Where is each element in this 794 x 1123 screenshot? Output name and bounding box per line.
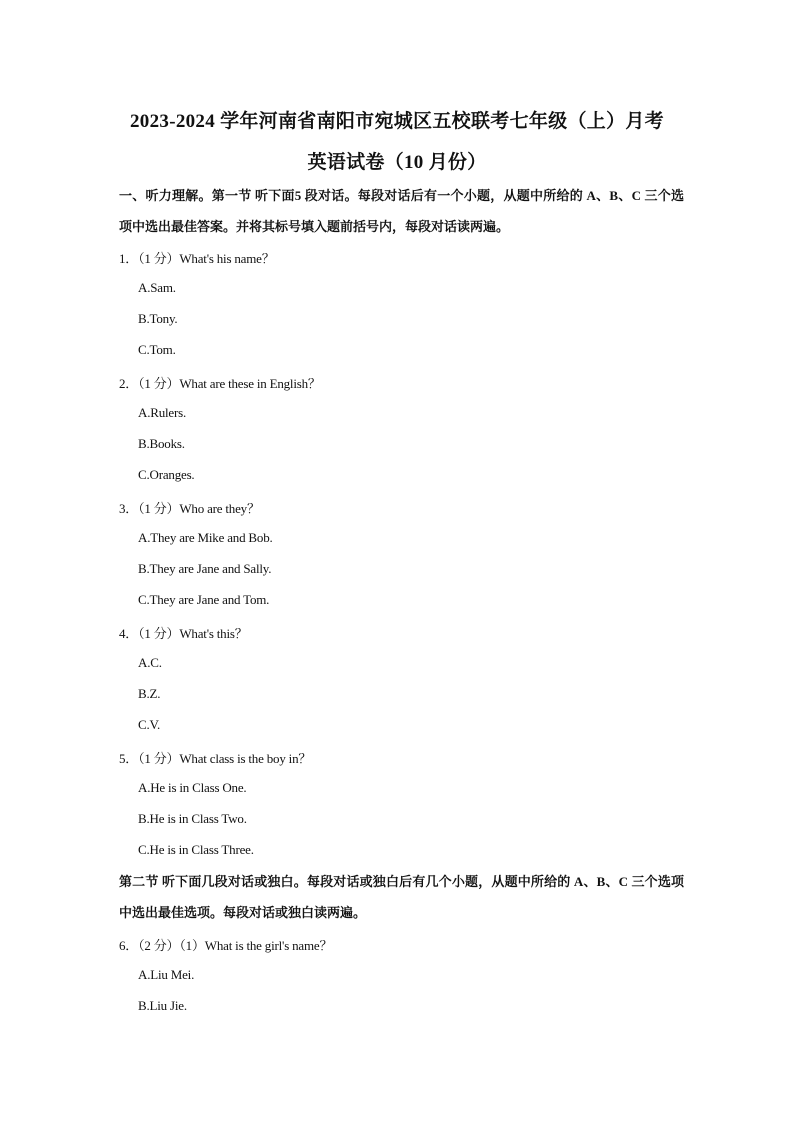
question-5-option-a: A.He is in Class One. — [138, 780, 247, 795]
question-3-option-b: B.They are Jane and Sally. — [138, 561, 272, 576]
question-3: 3．（1 分）Who are they？ — [119, 501, 260, 516]
question-4-option-a: A.C. — [138, 655, 162, 670]
question-2: 2．（1 分）What are these in English？ — [119, 376, 321, 391]
question-1-option-b: B.Tony. — [138, 311, 178, 326]
question-5: 5．（1 分）What class is the boy in？ — [119, 751, 312, 766]
question-4-option-c: C.V. — [138, 717, 161, 732]
question-1: 1．（1 分）What's his name？ — [119, 251, 275, 266]
question-3-option-c: C.They are Jane and Tom. — [138, 592, 270, 607]
question-2-option-b: B.Books. — [138, 436, 185, 451]
question-6-option-a: A.Liu Mei. — [138, 967, 195, 982]
question-5-option-c: C.He is in Class Three. — [138, 842, 254, 857]
page-title-line-1: 2023-2024 学年河南省南阳市宛城区五校联考七年级（上）月考 — [130, 111, 664, 132]
question-4-option-b: B.Z. — [138, 686, 161, 701]
question-1-option-a: A.Sam. — [138, 280, 176, 295]
question-6-option-b: B.Liu Jie. — [138, 998, 187, 1013]
question-1-option-c: C.Tom. — [138, 342, 176, 357]
section-instructions-part-2: 第二节 听下面几段对话或独白。每段对话或独白后有几个小题，从题中所给的 A、B、C 三个选项中选出最佳选项。每段对话或独白读两遍。 — [119, 874, 684, 920]
question-2-option-c: C.Oranges. — [138, 467, 195, 482]
page-title-line-2: 英语试卷（10 月份） — [307, 152, 487, 173]
question-2-option-a: A.Rulers. — [138, 405, 187, 420]
section-instructions-part-1: 一、听力理解。第一节 听下面5 段对话。每段对话后有一个小题，从题中所给的 A、B、C 三个选项中选出最佳答案。并将其标号填入题前括号内，每段对话读两遍。 — [119, 188, 684, 234]
question-5-option-b: B.He is in Class Two. — [138, 811, 247, 826]
question-6: 6．（2 分）（1）What is the girl's name？ — [119, 938, 333, 953]
question-4: 4．（1 分）What's this？ — [119, 626, 248, 641]
question-3-option-a: A.They are Mike and Bob. — [138, 530, 273, 545]
